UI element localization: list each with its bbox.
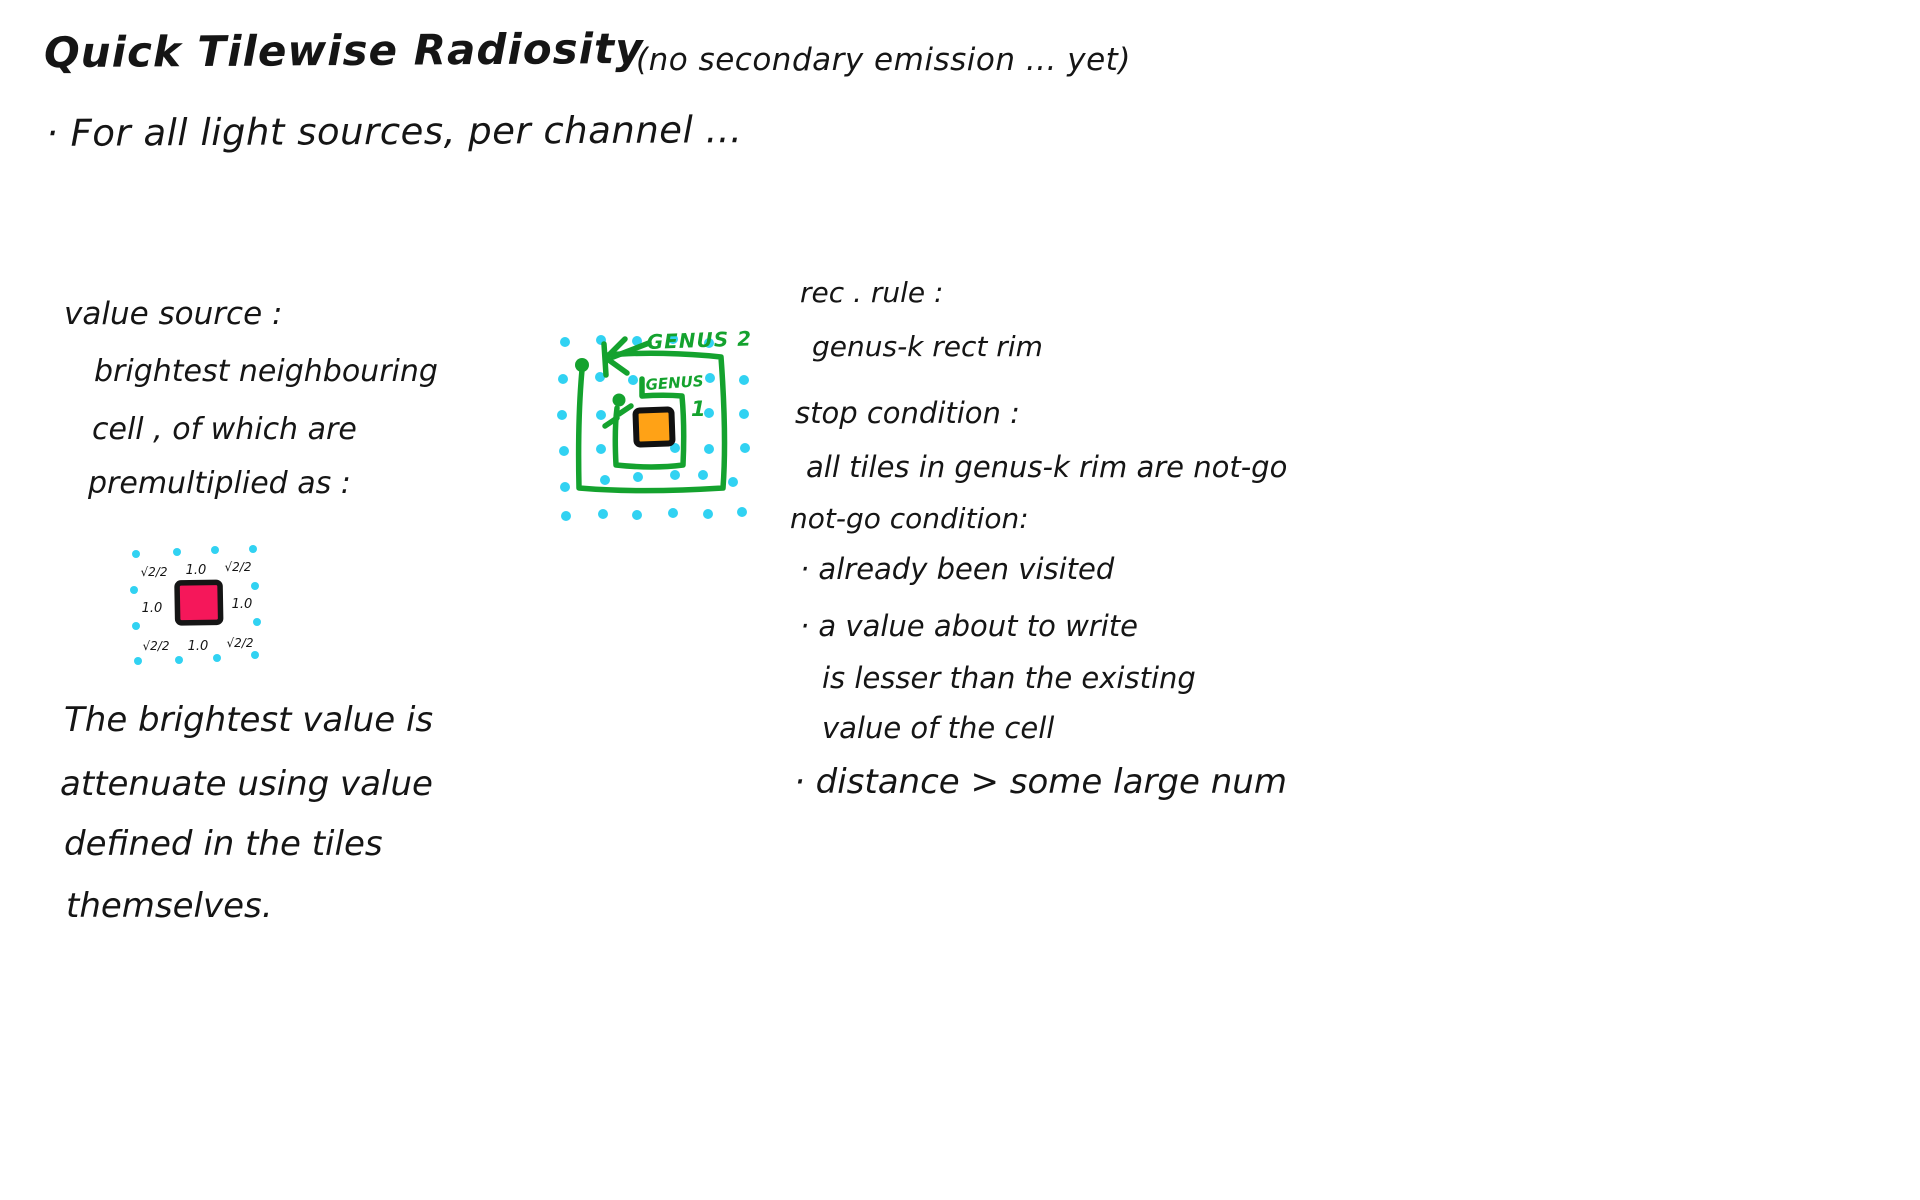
genus2-label: GENUS 2 <box>646 326 753 354</box>
not-go-bullet-lesser-value-line: value of the cell <box>822 711 1055 745</box>
genus-rim-sketch <box>545 318 800 543</box>
weight-bottom-left: √2/2 <box>142 639 170 653</box>
attenuation-note-line: attenuate using value <box>60 764 433 804</box>
genus1-label: GENUS <box>645 371 705 394</box>
not-go-bullet-distance: · distance > some large num <box>794 762 1287 802</box>
page-title-aside: (no secondary emission ... yet) <box>636 42 1131 78</box>
genus1-twig-right <box>619 406 631 414</box>
not-go-bullet-lesser-value-line: is lesser than the existing <box>822 661 1196 695</box>
attenuation-note-line: themselves. <box>66 886 273 926</box>
rec-rule-heading: rec . rule : <box>800 276 944 309</box>
weight-top-left: √2/2 <box>140 565 168 579</box>
genus1-number: 1 <box>691 397 706 421</box>
premultiplier-grid-sketch <box>120 538 300 693</box>
page-title: Quick Tilewise Radiosity <box>43 23 644 78</box>
not-go-condition-heading: not-go condition: <box>790 502 1029 535</box>
value-source-heading: value source : <box>64 296 283 332</box>
value-source-line: premultiplied as : <box>88 466 351 501</box>
attenuation-note-line: The brightest value is <box>64 700 434 740</box>
source-tile-square <box>635 409 672 444</box>
genus2-rim-start-dot <box>575 358 589 372</box>
weight-bottom-right: √2/2 <box>226 636 254 650</box>
stop-condition-line: all tiles in genus-k rim are not-go <box>806 450 1288 484</box>
attenuation-note-line: defined in the tiles <box>64 824 383 864</box>
genus1-rim-start-dot <box>613 394 626 407</box>
rec-rule-line: genus-k rect rim <box>812 330 1043 363</box>
intro-bullet-line: · For all light sources, per channel ... <box>45 108 743 155</box>
weight-mid-left: 1.0 <box>141 601 163 616</box>
weight-top-mid: 1.0 <box>185 563 207 578</box>
not-go-bullet-visited: · already been visited <box>800 552 1115 586</box>
weight-top-right: √2/2 <box>224 560 252 574</box>
value-source-line: brightest neighbouring <box>94 354 438 389</box>
source-cell-square <box>177 582 221 623</box>
not-go-bullet-lesser-value-line: · a value about to write <box>800 609 1138 643</box>
stop-condition-heading: stop condition : <box>795 396 1020 430</box>
weight-bottom-mid: 1.0 <box>187 639 209 654</box>
value-source-line: cell , of which are <box>92 412 357 447</box>
genus2-arrowhead-bar <box>604 344 606 375</box>
weight-mid-right: 1.0 <box>231 597 253 612</box>
